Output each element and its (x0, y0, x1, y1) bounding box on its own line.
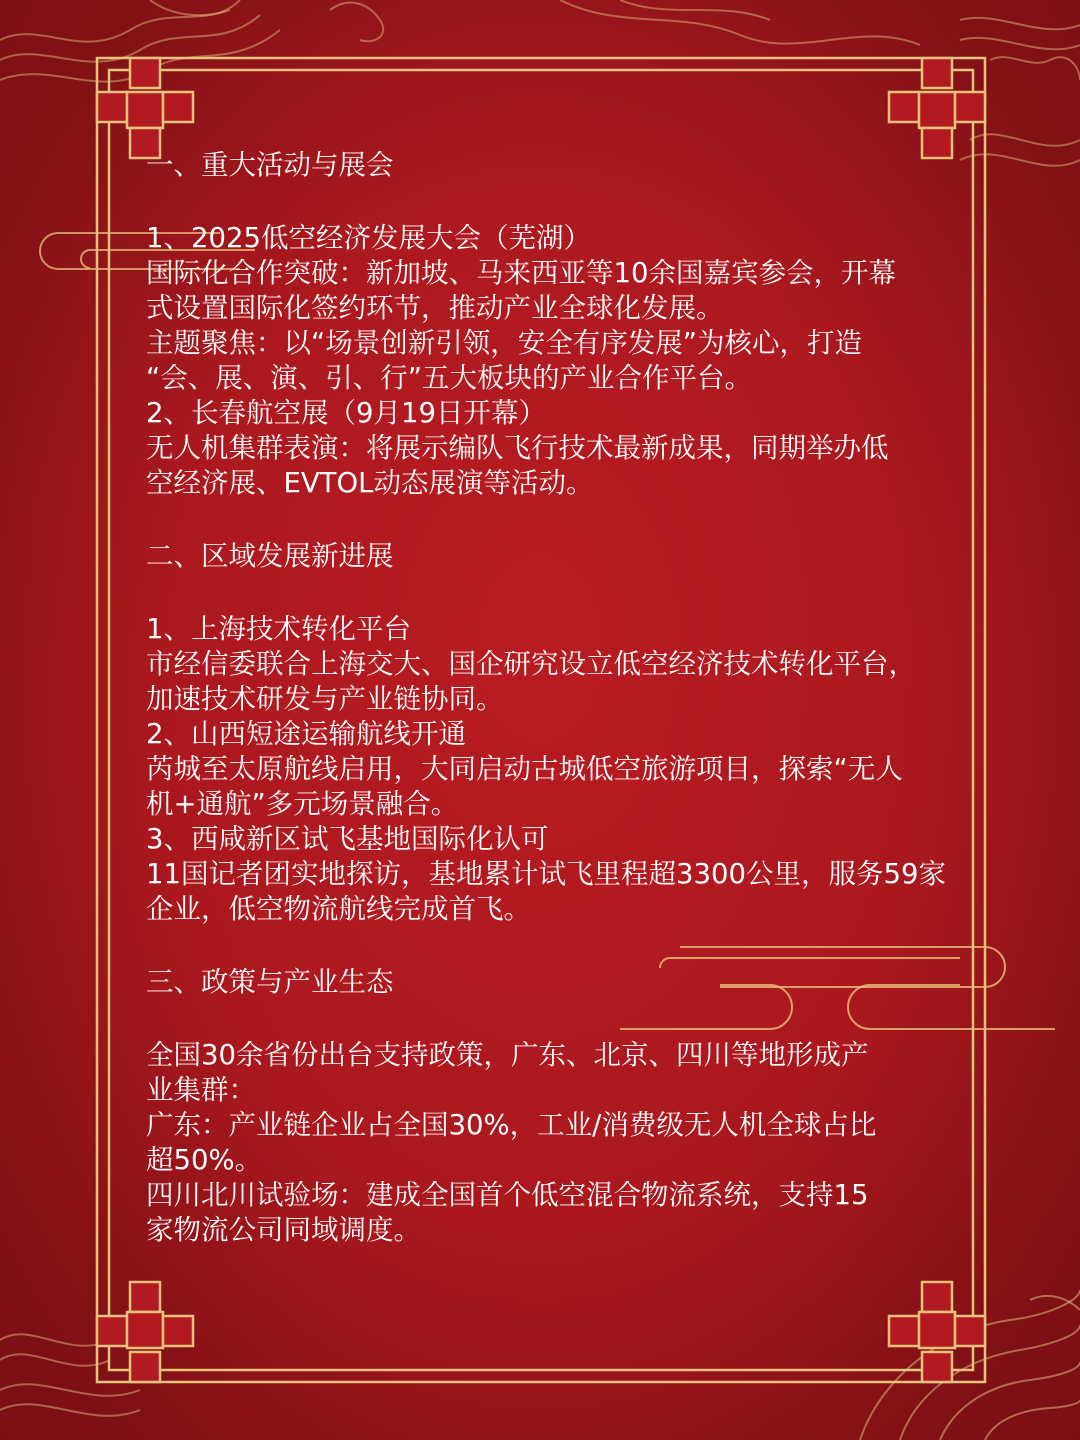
section-heading: 一、重大活动与展会 (146, 149, 394, 181)
text-line: 11国记者团实地探访，基地累计试飞里程超3300公里，服务59家 (146, 858, 946, 890)
text-line: 市经信委联合上海交大、国企研究设立低空经济技术转化平台， (146, 648, 916, 680)
text-line: 式设置国际化签约环节，推动产业全球化发展。 (146, 292, 724, 324)
section-heading: 二、区域发展新进展 (146, 540, 394, 572)
text-line: “会、展、演、引、行”五大板块的产业合作平台。 (146, 362, 752, 394)
text-line: 业集群： (146, 1074, 256, 1106)
text-line: 加速技术研发与产业链协同。 (146, 683, 504, 715)
text-line: 1、上海技术转化平台 (146, 613, 411, 645)
section-heading: 三、政策与产业生态 (146, 966, 394, 998)
text-line: 芮城至太原航线启用，大同启动古城低空旅游项目，探索“无人 (146, 753, 903, 785)
text-line: 四川北川试验场：建成全国首个低空混合物流系统，支持15 (146, 1179, 869, 1211)
text-line: 空经济展、EVTOL动态展演等活动。 (146, 467, 594, 499)
text-line: 全国30余省份出台支持政策，广东、北京、四川等地形成产 (146, 1039, 869, 1071)
text-line: 主题聚焦：以“场景创新引领，安全有序发展”为核心，打造 (146, 327, 862, 359)
text-line: 家物流公司同域调度。 (146, 1214, 421, 1246)
text-line: 超50%。 (146, 1144, 263, 1176)
text-line: 3、西咸新区试飞基地国际化认可 (146, 823, 549, 855)
text-line: 广东：产业链企业占全国30%，工业/消费级无人机全球占比 (146, 1109, 877, 1141)
text-line: 国际化合作突破：新加坡、马来西亚等10余国嘉宾参会，开幕 (146, 257, 896, 289)
text-line: 2、山西短途运输航线开通 (146, 718, 466, 750)
text-line: 1、2025低空经济发展大会（芜湖） (146, 222, 591, 254)
article-body (146, 148, 946, 1248)
text-line: 2、长春航空展（9月19日开幕） (146, 397, 546, 429)
text-line: 企业，低空物流航线完成首飞。 (146, 893, 531, 925)
text-line: 无人机集群表演：将展示编队飞行技术最新成果，同期举办低 (146, 432, 889, 464)
text-line: 机+通航”多元场景融合。 (146, 788, 459, 820)
